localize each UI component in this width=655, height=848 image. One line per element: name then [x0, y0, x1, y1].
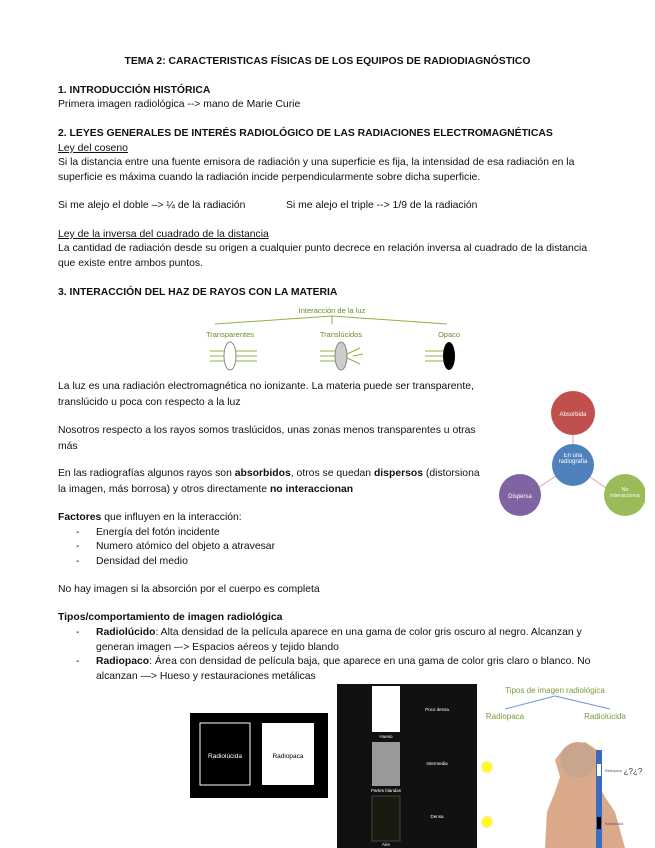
paragraph: Nosotros respecto a los rayos somos traslúcidos, unas zonas menos transparentes u otras	[58, 425, 476, 436]
paragraph: superficie es máxima cuando la radiación incide perpendicularmente sobre dicha superficie.	[58, 172, 481, 183]
list-item: Energía del fotón incidente	[96, 527, 220, 538]
image-label: Radiopaca	[272, 753, 304, 760]
figure-label: Radiolúcida	[584, 712, 626, 721]
radiolucent-radiopaque-image	[190, 713, 328, 798]
subheading-types: Tipos/comportamiento de imagen radiológica	[58, 612, 283, 623]
paragraph: Si me alejo el triple --> 1/9 de la radiación	[286, 200, 478, 211]
text: la imagen, más borrosa) y otros directamente	[58, 484, 270, 495]
paragraph: La cantidad de radiación desde su origen a cualquier punto decrece en relación inversa al cuadrado de la distancia	[58, 243, 588, 254]
radiograph-diagram	[495, 385, 645, 520]
paragraph: translúcido u poca con respecto a la luz	[58, 397, 241, 408]
bullet-dash: -	[76, 556, 80, 567]
bold-text: absorbidos	[234, 468, 291, 479]
figure-label: Translúcidos	[319, 330, 363, 339]
paragraph	[58, 511, 242, 526]
section-2-heading: 2. LEYES GENERALES DE INTERÉS RADIOLÓGICO DE LAS RADIACIONES ELECTROMAGNÉTICAS	[58, 128, 553, 139]
bullet-dash: -	[76, 627, 80, 638]
figure-label: Transparentes	[205, 330, 255, 339]
list-item-continued: generan imagen –-> Espacios aéreos y tejido blando	[96, 642, 339, 653]
paragraph: más	[58, 441, 78, 452]
list-item: Densidad del medio	[96, 556, 188, 567]
figure-label: Opaco	[437, 330, 461, 339]
bullet-dash: -	[76, 541, 80, 552]
text: En las radiografías algunos rayos son	[58, 468, 235, 479]
bold-text: Radiolúcido	[96, 627, 156, 638]
density-image	[337, 684, 477, 848]
text: que influyen en la interacción:	[101, 512, 242, 523]
figure-title: Tipos de imagen radiológica	[505, 686, 605, 695]
bold-text: dispersos	[373, 468, 424, 479]
section-1-heading: 1. INTRODUCCIÓN HISTÓRICA	[58, 85, 211, 96]
node-label: No interacciona	[610, 487, 640, 499]
text: : Área con densidad de película baja, que aparece en una gama de color gris claro o blanco. No	[149, 656, 591, 667]
image-label: Densa	[430, 814, 444, 819]
list-item	[96, 626, 582, 641]
image-label: Intermedia	[426, 761, 448, 766]
bar-label: Radiopaca	[605, 769, 622, 773]
bold-text: Factores	[58, 512, 102, 523]
list-item: Numero atómico del objeto a atravesar	[96, 541, 276, 552]
bullet-dash: -	[76, 527, 80, 538]
text: (distorsiona	[423, 468, 480, 479]
paragraph: Primera imagen radiológica --> mano de Marie Curie	[58, 99, 301, 110]
bar-label: Radiolúcida	[605, 822, 624, 826]
figure-label: Radiopaca	[485, 712, 525, 721]
document-title: TEMA 2: CARACTERISTICAS FÍSICAS DE LOS EQUIPOS DE RADIODIAGNÓSTICO	[124, 56, 531, 67]
paragraph: que existe entre ambos puntos.	[58, 258, 203, 269]
image-label: Hueso	[379, 734, 393, 739]
bullet-dash: -	[76, 656, 80, 667]
light-interaction-figure	[195, 304, 470, 376]
list-item-continued: alcanzan —> Hueso y restauraciones metálicas	[96, 671, 316, 682]
paragraph: Si me alejo el doble –> ¼ de la radiación	[58, 200, 246, 211]
image-label: Partes blandas	[370, 788, 402, 793]
section-3-heading: 3. INTERACCIÓN DEL HAZ DE RAYOS CON LA MATERIA	[58, 287, 338, 298]
paragraph: No hay imagen si la absorción por el cuerpo es completa	[58, 584, 320, 595]
node-label: Absorbida	[559, 412, 587, 418]
subheading-inverse-square-law: Ley de la inversa del cuadrado de la distancia	[58, 229, 269, 240]
paragraph	[58, 483, 353, 498]
paragraph: La luz es una radiación electromagnética no ionizante. La materia puede ser transparente,	[58, 381, 474, 392]
bold-text: no interaccionan	[269, 484, 354, 495]
subheading-cosine-law: Ley del coseno	[58, 143, 128, 154]
image-label: Poco densa	[425, 707, 449, 712]
text: : Alta densidad de la película aparece en una gama de color gris oscuro al negro. Alcanzan y	[155, 627, 582, 638]
image-label: Radiolúcida	[208, 753, 242, 760]
bold-text: Radiopaco	[96, 656, 150, 667]
node-label: Dispersa	[508, 494, 532, 500]
figure-title: Interacción de la luz	[298, 306, 366, 315]
paragraph	[58, 467, 480, 482]
radiology-types-figure	[475, 682, 655, 848]
image-label: Aire	[381, 842, 391, 847]
text: , otros se quedan	[290, 468, 374, 479]
paragraph: Si la distancia entre una fuente emisora de radiación y una superficie es fija, la intensidad de esa radiación en la	[58, 157, 575, 168]
list-item	[96, 655, 590, 670]
node-label: En una radiografía	[558, 453, 588, 465]
question-marks: ¿?¿?	[623, 767, 643, 776]
